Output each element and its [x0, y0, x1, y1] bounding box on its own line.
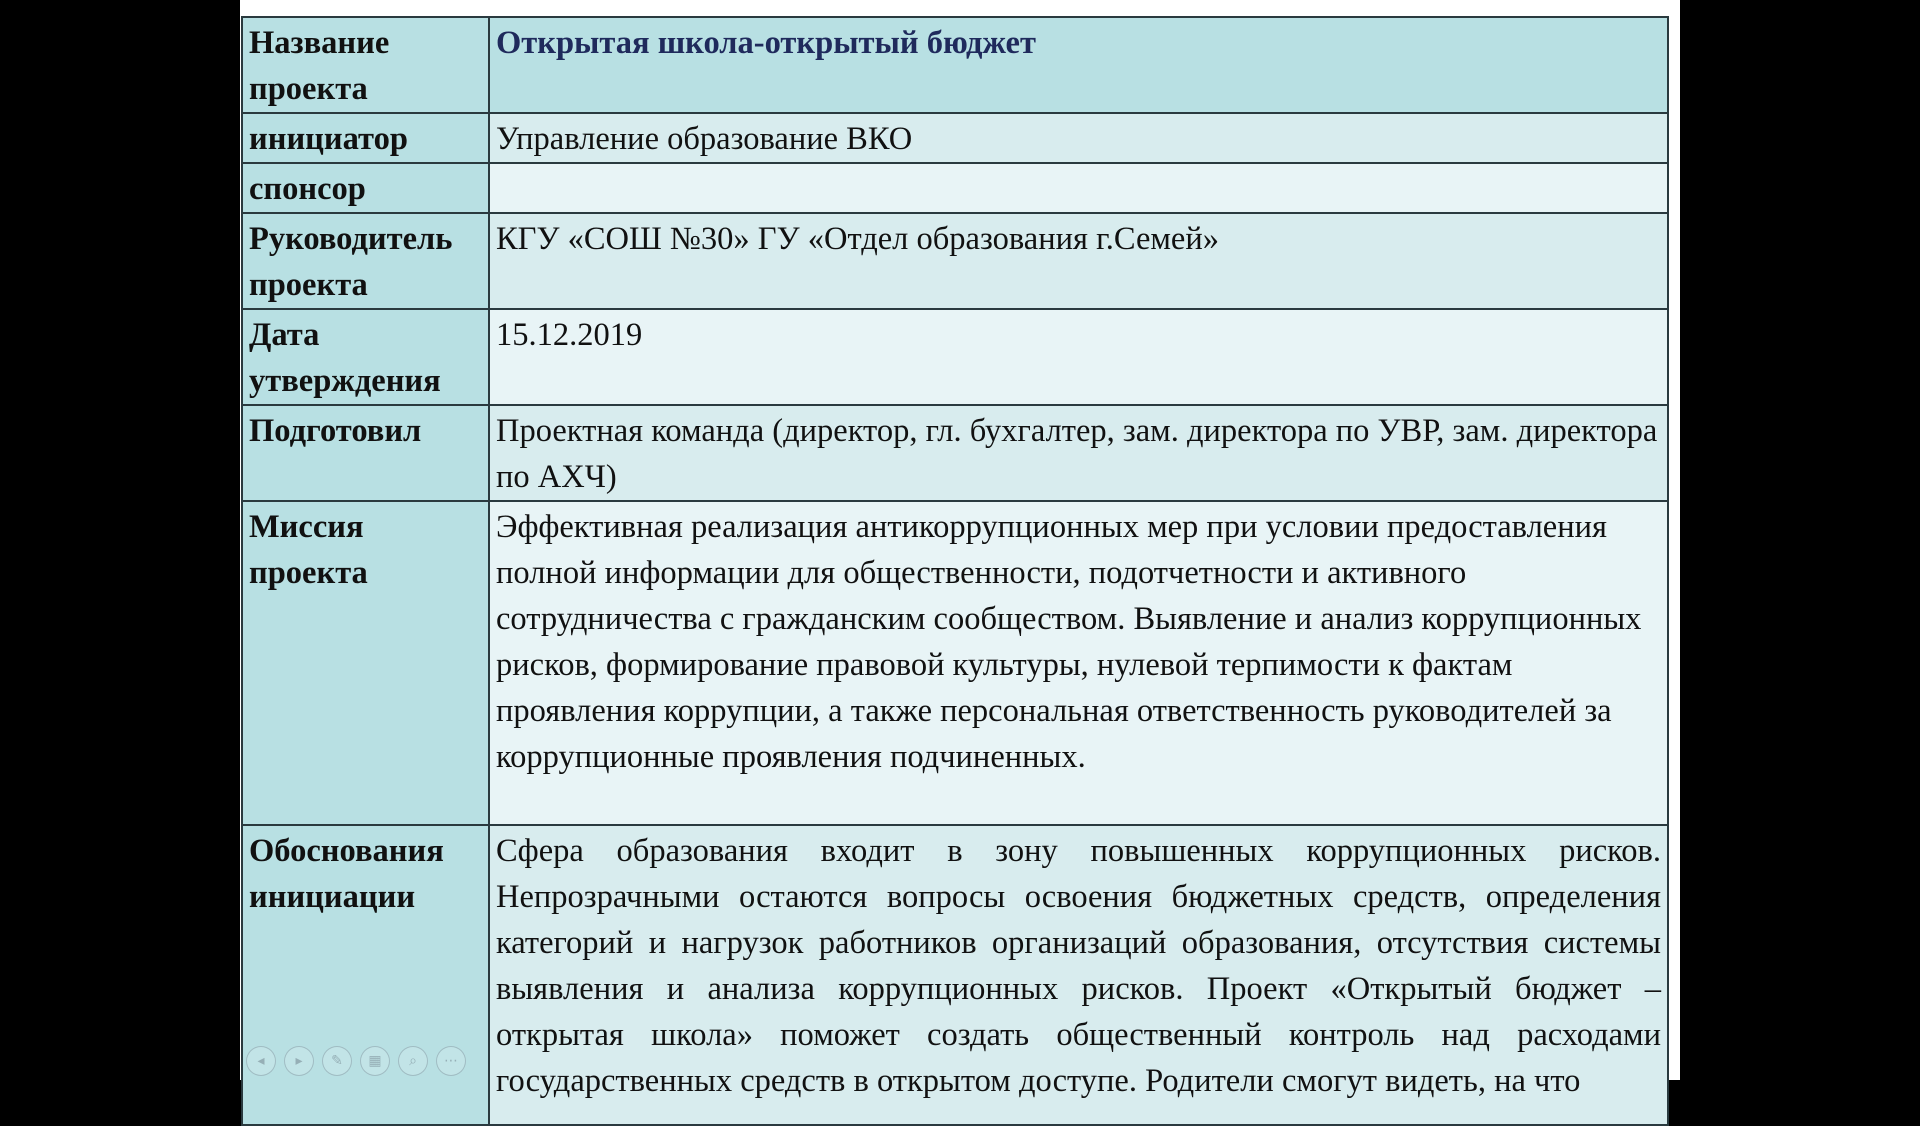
row-label: Подготовил — [242, 405, 489, 501]
slideshow-controls — [246, 1046, 466, 1076]
project-passport-table — [241, 16, 1669, 1126]
approval-date-value: 15.12.2019 — [489, 309, 1668, 405]
initiator-value: Управление образование ВКО — [489, 113, 1668, 163]
table-row — [242, 113, 1668, 163]
pen-icon[interactable]: ✎ — [322, 1046, 352, 1076]
prepared-by-value: Проектная команда (директор, гл. бухгалтер, зам. директора по УВР, зам. директора по АХЧ) — [489, 405, 1668, 501]
table-row — [242, 17, 1668, 113]
row-label: Миссия проекта — [242, 501, 489, 825]
sponsor-value — [489, 163, 1668, 213]
row-label: Обоснования инициации — [242, 825, 489, 1125]
project-manager-value: КГУ «СОШ №30» ГУ «Отдел образования г.Семей» — [489, 213, 1668, 309]
table-row — [242, 309, 1668, 405]
presentation-slide — [240, 0, 1680, 1099]
table-row — [242, 501, 1668, 825]
next-icon[interactable]: ▸ — [284, 1046, 314, 1076]
mission-value: Эффективная реализация антикоррупционных мер при условии предоставления полной информации для общественности, подотчетности и активного сотрудничества с гражданским сообществом. Выявление и анализ коррупционных рисков, формирование правовой культуры, нулевой терпимости к фактам проявления коррупции, а также персональная ответственность руководителей за коррупционные проявления подчиненных. — [489, 501, 1668, 825]
prev-icon[interactable]: ◂ — [246, 1046, 276, 1076]
justification-value: Сфера образования входит в зону повышенных коррупционных рисков. Непрозрачными остаются вопросы освоения бюджетных средств, определения категорий и нагрузок работников организаций образования, отсутствия системы выявления и анализа коррупционных рисков. Проект «Открытый бюджет – открытая школа» поможет создать общественный контроль над расходами государственных средств в открытом доступе. Родители смогут видеть, на что — [489, 825, 1668, 1125]
row-label: Руководитель проекта — [242, 213, 489, 309]
slides-icon[interactable]: ▦ — [360, 1046, 390, 1076]
zoom-icon[interactable]: ⌕ — [398, 1046, 428, 1076]
project-name-value: Открытая школа-открытый бюджет — [489, 17, 1668, 113]
table-row — [242, 405, 1668, 501]
more-icon[interactable]: ⋯ — [436, 1046, 466, 1076]
table-row — [242, 213, 1668, 309]
table-row — [242, 163, 1668, 213]
row-label: спонсор — [242, 163, 489, 213]
table-row — [242, 825, 1668, 1125]
row-label: Название проекта — [242, 17, 489, 113]
row-label: Дата утверждения — [242, 309, 489, 405]
row-label: инициатор — [242, 113, 489, 163]
